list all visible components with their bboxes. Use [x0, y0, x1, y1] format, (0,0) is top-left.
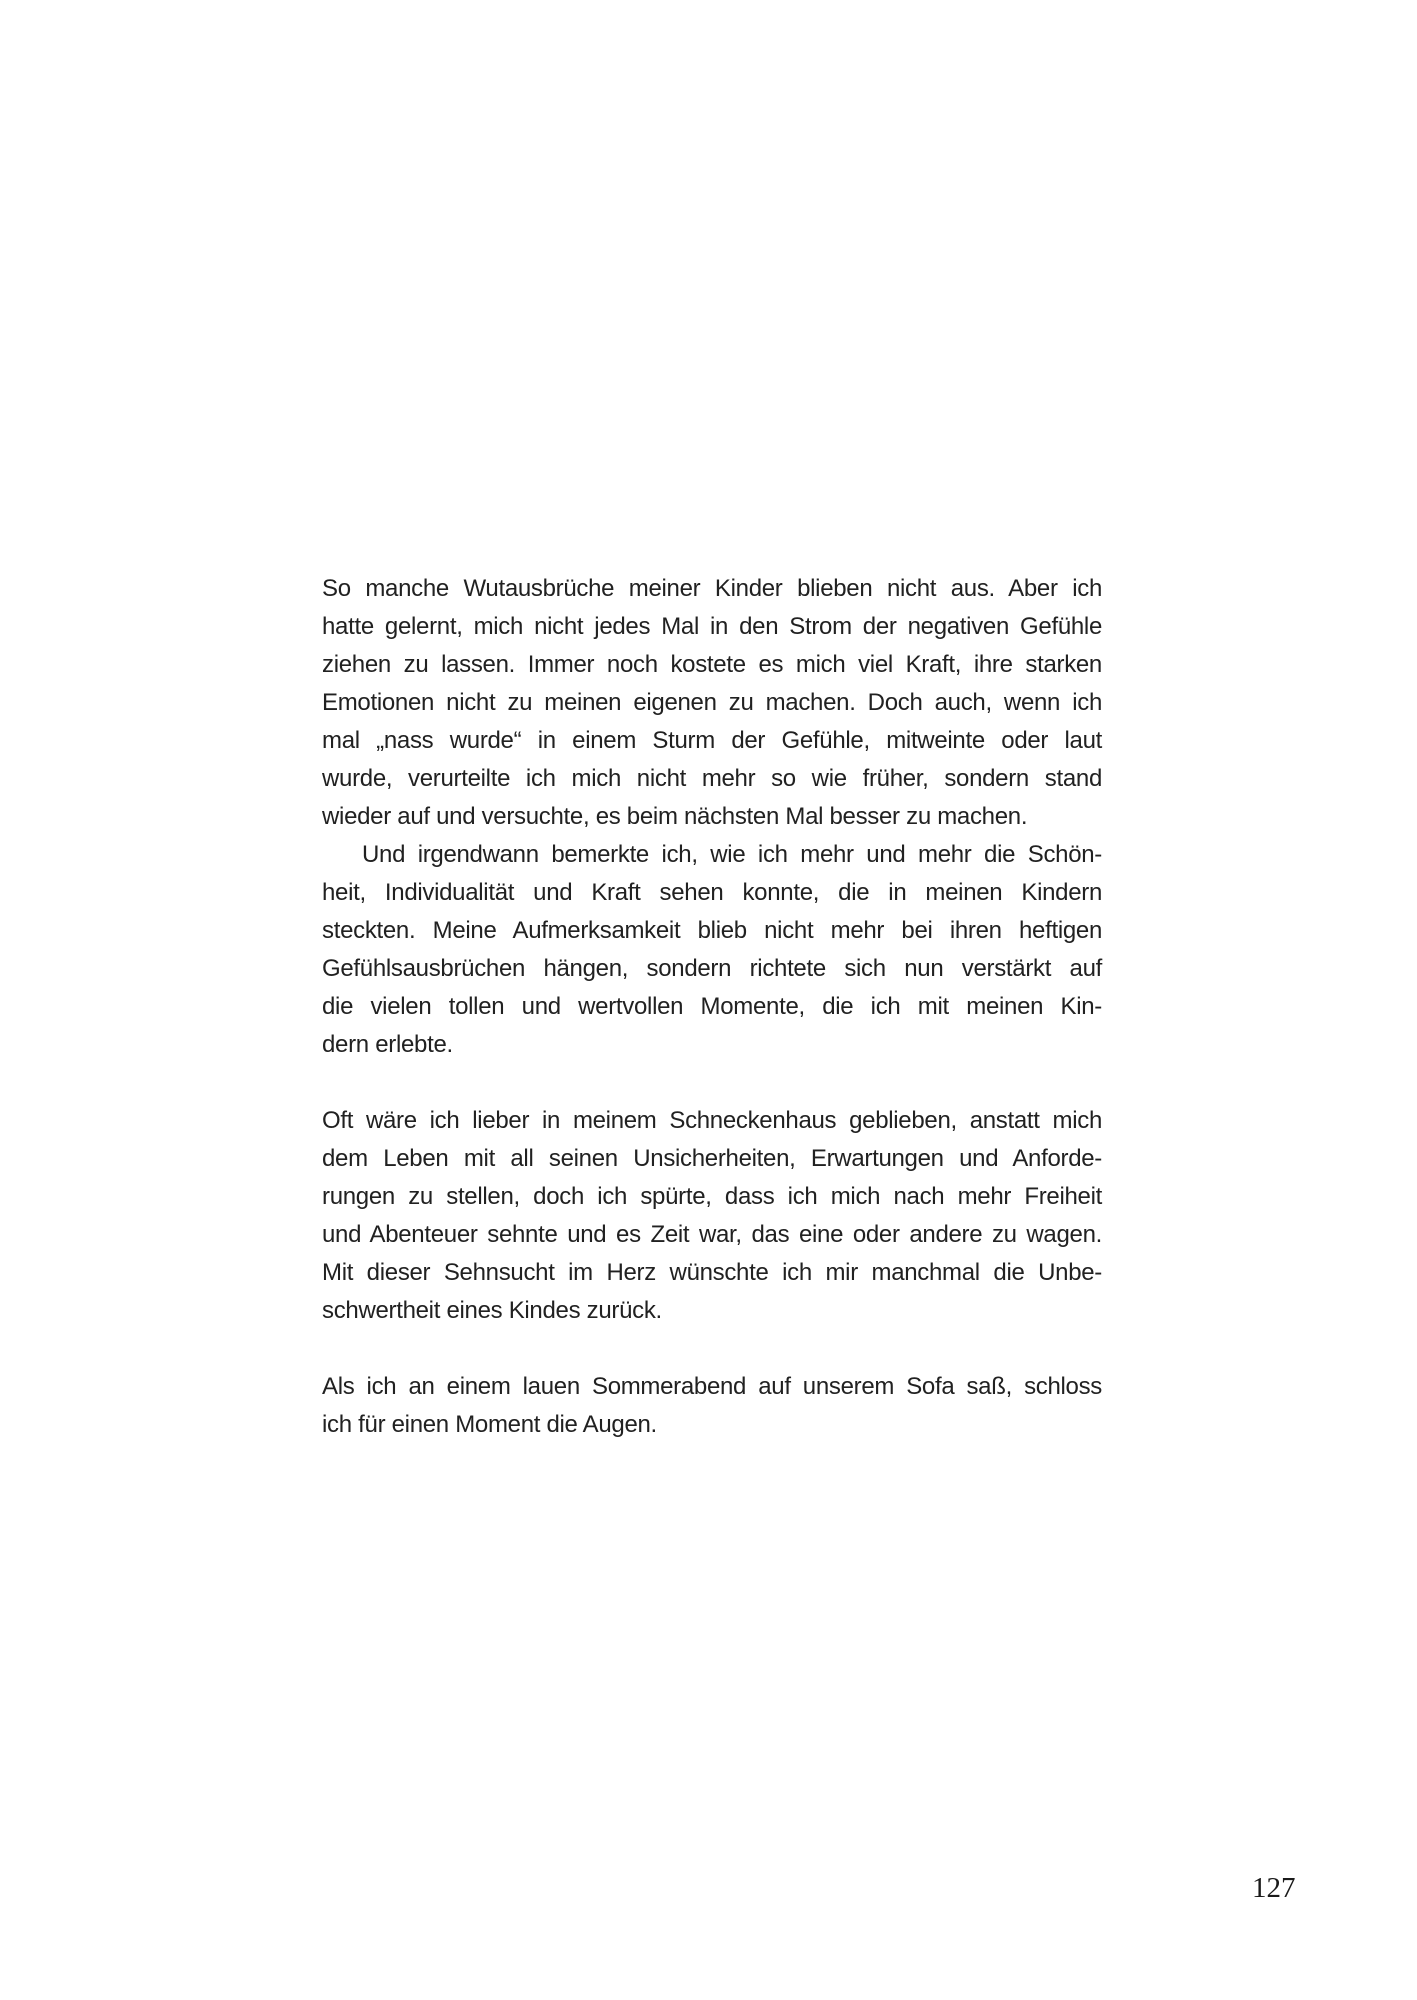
paragraph [322, 836, 1102, 1064]
text-line: wieder auf und versuchte, es beim nächsten Mal besser zu machen. [322, 803, 1028, 830]
text-line: heit, Individualität und Kraft sehen konnte, die in meinen Kindern [322, 879, 1102, 906]
text-line: hatte gelernt, mich nicht jedes Mal in den Strom der negativen Gefühle [322, 613, 1102, 640]
text-line: schwertheit eines Kindes zurück. [322, 1297, 662, 1324]
text-line: ziehen zu lassen. Immer noch kostete es mich viel Kraft, ihre starken [322, 651, 1102, 678]
text-line: mal „nass wurde“ in einem Sturm der Gefühle, mitweinte oder laut [322, 727, 1102, 754]
text-line: rungen zu stellen, doch ich spürte, dass ich mich nach mehr Freiheit [322, 1183, 1102, 1210]
paragraph [322, 1368, 1102, 1444]
text-line: ich für einen Moment die Augen. [322, 1411, 657, 1438]
text-line: So manche Wutausbrüche meiner Kinder blieben nicht aus. Aber ich [322, 575, 1102, 602]
text-line: wurde, verurteilte ich mich nicht mehr so wie früher, sondern stand [322, 765, 1102, 792]
text-line: Und irgendwann bemerkte ich, wie ich mehr und mehr die Schön- [362, 841, 1102, 868]
text-line: die vielen tollen und wertvollen Momente, die ich mit meinen Kin- [322, 993, 1102, 1020]
page-number: 127 [1252, 1872, 1296, 1904]
text-line: dern erlebte. [322, 1031, 453, 1058]
paragraph [322, 1102, 1102, 1330]
text-line: Gefühlsausbrüchen hängen, sondern richtete sich nun verstärkt auf [322, 955, 1102, 982]
text-line: und Abenteuer sehnte und es Zeit war, das eine oder andere zu wagen. [322, 1221, 1102, 1248]
text-line: Mit dieser Sehnsucht im Herz wünschte ich mir manchmal die Unbe- [322, 1259, 1102, 1286]
text-line: dem Leben mit all seinen Unsicherheiten, Erwartungen und Anforde- [322, 1145, 1102, 1172]
text-line: Als ich an einem lauen Sommerabend auf unserem Sofa saß, schloss [322, 1373, 1102, 1400]
text-line: Emotionen nicht zu meinen eigenen zu machen. Doch auch, wenn ich [322, 689, 1102, 716]
paragraph [322, 570, 1102, 836]
text-line: Oft wäre ich lieber in meinem Schneckenhaus geblieben, anstatt mich [322, 1107, 1102, 1134]
body-text [322, 570, 1102, 1444]
text-line: steckten. Meine Aufmerksamkeit blieb nicht mehr bei ihren heftigen [322, 917, 1102, 944]
